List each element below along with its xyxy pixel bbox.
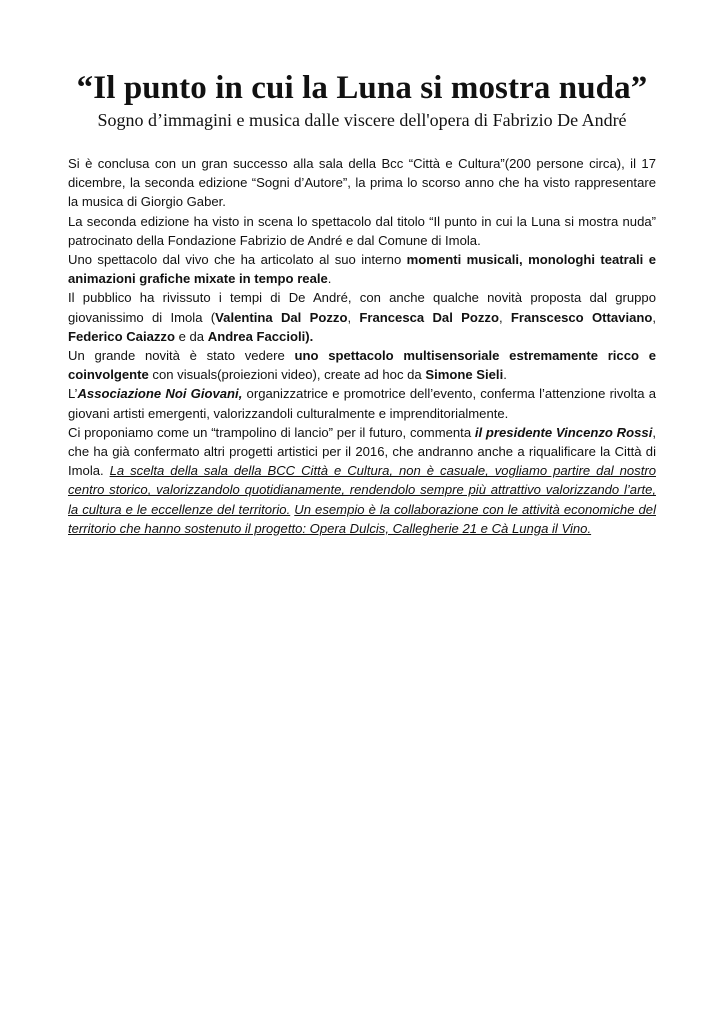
paragraph-1: Si è conclusa con un gran successo alla sala della Bcc “Città e Cultura”(200 persone circa), il 17 dicembre, la seconda edizione “Sogni d’Autore”, la prima lo scorso anno che ha visto rappresentare la musica di Giorgio Gaber.: [68, 156, 656, 210]
paragraph-7-text-2: , che ha già confermato altri progetti artistici per il 2016, che andranno anche a riqualificare la Città di Imola.: [68, 424, 656, 479]
paragraph-3-end: .: [327, 271, 332, 287]
performer-name: Valentina Dal Pozzo: [215, 309, 348, 325]
paragraph-6: [68, 384, 656, 422]
performer-name: Franscesco Ottaviano: [510, 309, 653, 325]
separator: ,: [498, 309, 511, 325]
article-body: [68, 154, 656, 538]
paragraph-4-text: Il pubblico ha rivissuto i tempi di De André, con anche qualche novità proposta dal gruppo giovanissimo di Imola (: [68, 290, 656, 325]
paragraph-4: [68, 288, 656, 346]
paragraph-5: [68, 346, 656, 384]
association-name: Associazione Noi Giovani,: [77, 386, 243, 402]
paragraph-3-bold: momenti musicali, monologhi teatrali e animazioni grafiche mixate in tempo reale: [68, 252, 656, 287]
performer-name: Andrea Faccioli).: [207, 328, 314, 344]
paragraph-5-end: .: [503, 367, 507, 383]
paragraph-5-bold: uno spettacolo multisensoriale estremamente ricco e coinvolgente: [68, 348, 656, 383]
paragraph-3: [68, 250, 656, 288]
performer-name: Federico Caiazzo: [68, 328, 175, 344]
paragraph-6-prefix: L’: [68, 386, 78, 402]
paragraph-7-text: Ci proponiamo come un “trampolino di lancio” per il futuro, commenta: [68, 424, 475, 440]
paragraph-3-text: Uno spettacolo dal vivo che ha articolato al suo interno: [68, 252, 407, 268]
separator: e da: [174, 328, 208, 344]
paragraph-2: La seconda edizione ha visto in scena lo spettacolo dal titolo “Il punto in cui la Luna si mostra nuda” patrocinato della Fondazione Fabrizio de André e dal Comune di Imola.: [68, 213, 656, 248]
quote-underlined-2: Un esempio è la collaborazione con le attività economiche del territorio che hanno sostenuto il progetto: Opera Dulcis, Callegherie 21 e Cà Lunga il Vino.: [68, 501, 656, 536]
president-name: il presidente Vincenzo Rossi: [474, 424, 653, 440]
quote-underlined-1: La scelta della sala della BCC Città e Cultura, non è casuale, vogliamo partire dal nostro centro storico, valorizzandolo quotidianamente, rendendolo sempre più attrattivo valorizzando l’arte, la cultura e le eccellenze del territorio.: [68, 463, 656, 517]
separator: ,: [347, 309, 360, 325]
creator-name: Simone Sieli: [425, 367, 504, 383]
paragraph-5-text: Un grande novità è stato vedere: [68, 348, 295, 364]
paragraph-6-text: organizzatrice e promotrice dell’evento, conferma l’attenzione rivolta a giovani artisti emergenti, valorizzandoli culturalmente e imprenditorialmente.: [68, 386, 656, 421]
document-subtitle: Sogno d’immagini e musica dalle viscere dell'opera di Fabrizio De André: [97, 110, 627, 130]
paragraph-5-text-2: con visuals(proiezioni video), create ad hoc da: [148, 367, 426, 383]
paragraph-7: [68, 423, 656, 538]
performer-name: Francesca Dal Pozzo: [359, 309, 499, 325]
separator: ,: [652, 309, 656, 325]
document-title: “Il punto in cui la Luna si mostra nuda”: [76, 70, 648, 106]
